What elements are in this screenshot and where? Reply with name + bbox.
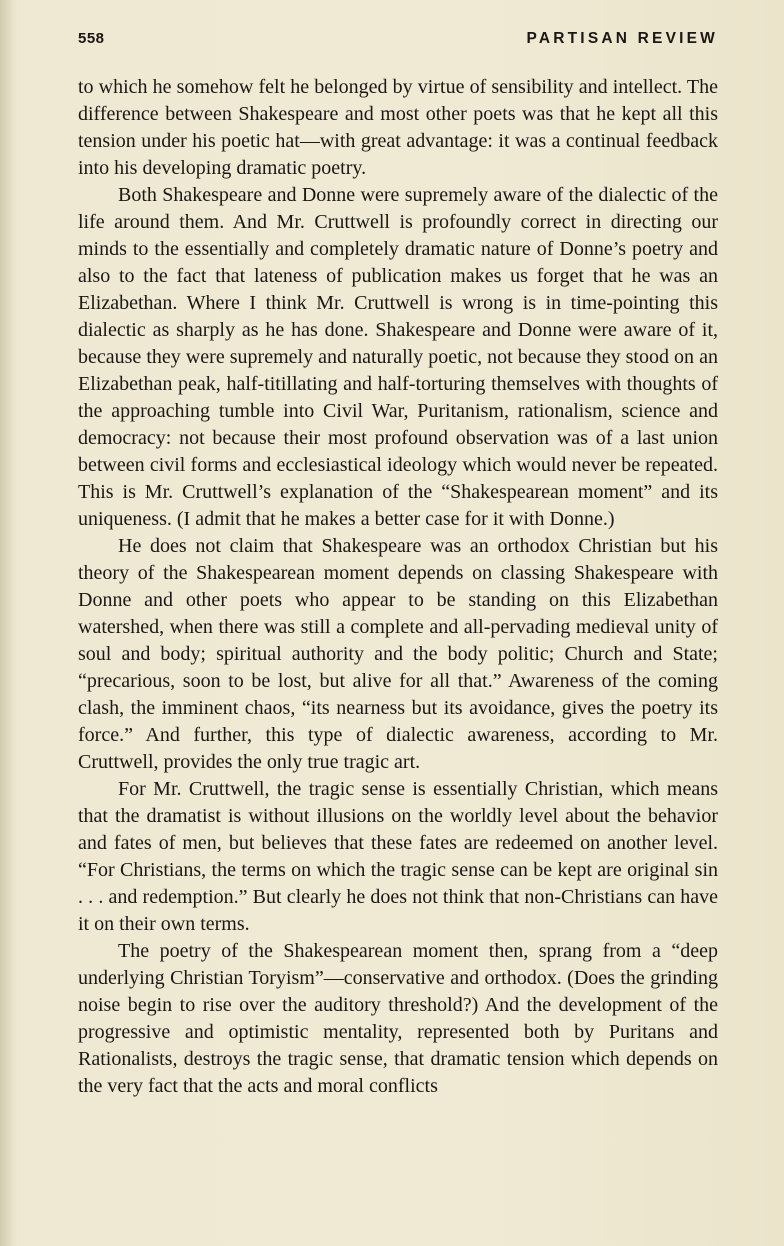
page-number: 558: [78, 30, 105, 47]
paragraph: For Mr. Cruttwell, the tragic sense is essentially Christian, which means that the dramatist is without illusions on the worldly level about the behavior and fates of men, but believes that these fates are redeemed on another level. “For Christians, the terms on which the tragic sense can be kept are original sin . . . and redemption.” But clearly he does not think that non-Christians can have it on their own terms.: [78, 778, 718, 935]
body-text: [78, 74, 718, 1100]
gutter-shadow: [0, 0, 14, 1246]
running-head: PARTISAN REVIEW: [526, 30, 718, 47]
paragraph: Both Shakespeare and Donne were supremely aware of the dialectic of the life around them. And Mr. Cruttwell is profoundly correct in directing our minds to the essentially and completely dramatic nature of Donne’s poetry and also to the fact that lateness of publication makes us forget that he was an Elizabethan. Where I think Mr. Cruttwell is wrong is in time-pointing this dialectic as sharply as he has done. Shakespeare and Donne were aware of it, because they were supremely and naturally poetic, not because they stood on an Elizabethan peak, half-titillating and half-torturing themselves with thoughts of the approaching tumble into Civil War, Puritanism, rationalism, science and democracy: not because their most profound observation was of a last union between civil forms and ecclesiastical ideology which would never be repeated. This is Mr. Cruttwell’s explanation of the “Shakespearean moment” and its uniqueness. (I admit that he makes a better case for it with Donne.): [78, 184, 718, 530]
page-header: [78, 30, 718, 54]
paragraph: to which he somehow felt he belonged by virtue of sensibility and intellect. The difference between Shakespeare and most other poets was that he kept all this tension under his poetic hat—with great advantage: it was a continual feedback into his developing dramatic poetry.: [78, 76, 718, 179]
paragraph: He does not claim that Shakespeare was an orthodox Christian but his theory of the Shakespearean moment depends on classing Shakespeare with Donne and other poets who appear to be standing on this Elizabethan watershed, when there was still a complete and all-pervading medieval unity of soul and body; spiritual authority and the body politic; Church and State; “precarious, soon to be lost, but alive for all that.” Awareness of the coming clash, the imminent chaos, “its nearness but its avoidance, gives the poetry its force.” And further, this type of dialectic awareness, according to Mr. Cruttwell, provides the only true tragic art.: [78, 535, 718, 773]
paragraph: The poetry of the Shakespearean moment then, sprang from a “deep underlying Christian Toryism”—conservative and orthodox. (Does the grinding noise begin to rise over the auditory threshold?) And the development of the progressive and optimistic mentality, represented both by Puritans and Rationalists, destroys the tragic sense, that dramatic tension which depends on the very fact that the acts and moral conflicts: [78, 940, 718, 1097]
